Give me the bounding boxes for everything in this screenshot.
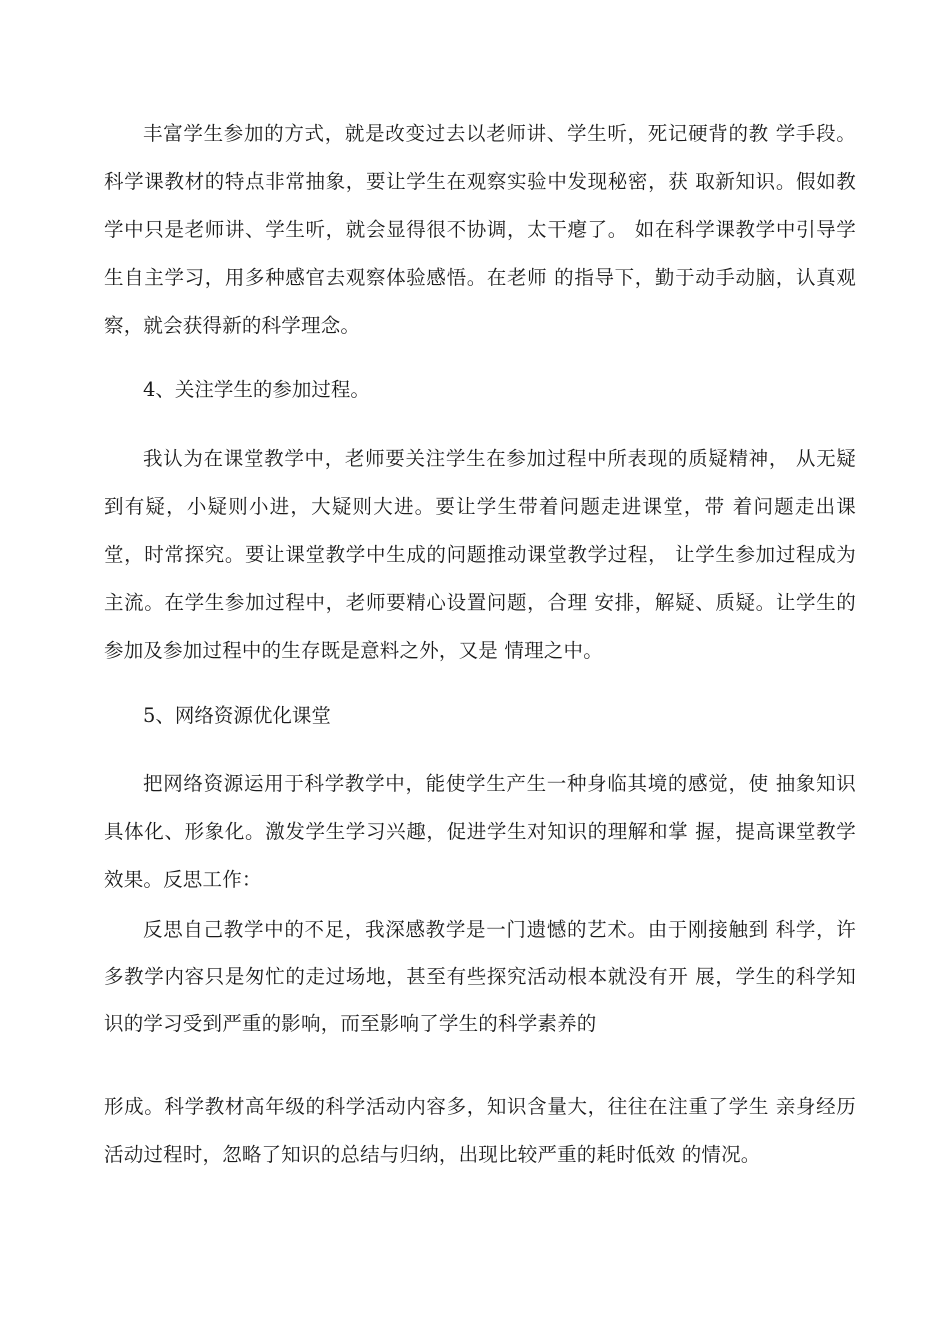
section-heading-5: 5、网络资源优化课堂: [143, 704, 331, 727]
paragraph-reflection-continued: 形成。科学教材高年级的科学活动内容多，知识含量大，往往在注重了学生 亲身经历活动过程时，忽略了知识的总结与归纳，出现比较严重的耗时低效 的情况。: [104, 1095, 856, 1166]
paragraph-enrich-participation: 丰富学生参加的方式，就是改变过去以老师讲、学生听，死记硬背的教 学手段。科学课教材的特点非常抽象，要让学生在观察实验中发现秘密，获 取新知识。假如教学中只是老师讲、学生听，就会显得很不协调，太干瘪了。 如在科学课教学中引导学生自主学习，用多种感官去观察体验感悟。在老师 的指导下，勤于动手动脑，认真观察，就会获得新的科学理念。: [104, 122, 856, 337]
section-heading-4: 4、关注学生的参加过程。: [143, 378, 370, 401]
paragraph-participation-process: 我认为在课堂教学中，老师要关注学生在参加过程中所表现的质疑精神， 从无疑到有疑，小疑则小进，大疑则大进。要让学生带着问题走进课堂，带 着问题走出课堂，时常探究。要让课堂教学中生成的问题推动课堂教学过程， 让学生参加过程成为主流。在学生参加过程中，老师要精心设置问题，合理 安排，解疑、质疑。让学生的参加及参加过程中的生存既是意料之外，又是 情理之中。: [104, 447, 856, 662]
paragraph-reflection: 反思自己教学中的不足，我深感教学是一门遗憾的艺术。由于刚接触到 科学，许多教学内容只是匆忙的走过场地，甚至有些探究活动根本就没有开 展，学生的科学知识的学习受到严重的影响，而至影响了学生的科学素养的: [104, 918, 856, 1035]
paragraph-network-resources: 把网络资源运用于科学教学中，能使学生产生一种身临其境的感觉，使 抽象知识具体化、形象化。激发学生学习兴趣，促进学生对知识的理解和掌 握，提高课堂教学效果。反思工作：: [104, 772, 856, 891]
